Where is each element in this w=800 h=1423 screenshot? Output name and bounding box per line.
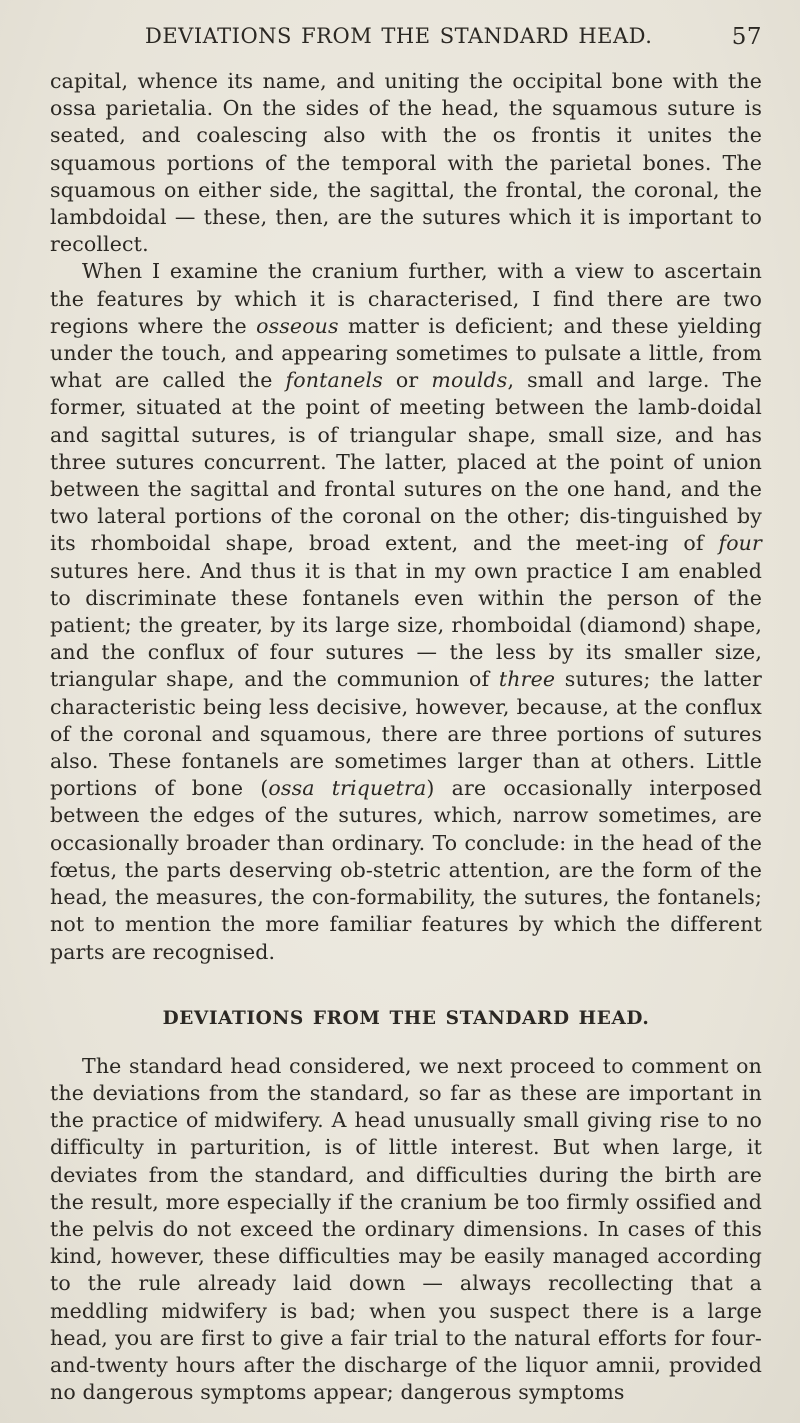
page-number: 57 <box>731 24 762 50</box>
italic-term: four <box>718 531 762 556</box>
text-run: sutures; the latter characteristic being less decisive, however, because, at the conflux of the coronal and squamous, there are three portions of sutures also. These fontanels are sometimes larger than at others. Little portions of bone ( <box>50 667 762 801</box>
text-run: ) are occasionally interposed between the edges of the sutures, which, narrow sometimes, are occasionally broader than ordinary. To conclude: in the head of the fœtus, the parts deserving ob-stetric attention, are the form of the head, the measures, the con-formability, the sutures, the fontanels; not to mention the more familiar features by which the different parts are recognised. <box>50 776 762 964</box>
text-run: When I examine the cranium further, with a view to ascertain the features by which it is characterised, I find there are two regions where the <box>50 259 762 338</box>
section-heading: DEVIATIONS FROM THE STANDARD HEAD. <box>162 1007 650 1029</box>
running-head <box>50 24 762 68</box>
paragraph-continued: capital, whence its name, and uniting the occipital bone with the ossa parietalia. On the sides of the head, the squamous suture is seated, and coalescing also with the os frontis it unites the squamous portions of the temporal with the parietal bones. The squamous on either side, the sagittal, the frontal, the coronal, the lambdoidal — these, then, are the sutures which it is important to recollect. <box>50 69 762 257</box>
italic-term: moulds <box>431 368 508 393</box>
italic-term: fontanels <box>285 368 383 393</box>
paragraph-deviations: The standard head considered, we next proceed to comment on the deviations from the standard, so far as these are important in the practice of midwifery. A head unusually small giving rise to no difficulty in parturition, is of little interest. But when large, it deviates from the standard, and difficulties during the birth are the result, more especially if the cranium be too firmly ossified and the pelvis do not exceed the ordinary dimensions. In cases of this kind, however, these difficulties may be easily managed according to the rule already laid down — always recollecting that a meddling midwifery is bad; when you suspect there is a large head, you are first to give a fair trial to the natural efforts for four-and-twenty hours after the discharge of the liquor amnii, provided no dangerous symptoms appear; dangerous symptoms <box>50 1053 762 1405</box>
italic-term: ossa triquetra <box>268 776 427 801</box>
italic-term: three <box>498 667 556 692</box>
text-run: matter is deficient; and these yielding under the touch, and appearing sometimes to pulsate a little, from what are called the <box>50 313 763 393</box>
text-run: or <box>382 368 432 393</box>
paragraph-fontanels <box>50 258 762 965</box>
italic-term: osseous <box>256 313 339 338</box>
text-run: sutures here. And thus it is that in my own practice I am enabled to discriminate these fontanels even within the person of the patient; the greater, by its large size, rhomboidal (diamond) shape, and the conflux of four sutures — the less by its smaller size, triangular shape, and the communion of <box>50 558 762 692</box>
text-run: , small and large. The former, situated at the point of meeting between the lamb-doidal and sagittal sutures, is of triangular shape, small size, and has three sutures concurrent. The latter, placed at the point of union between the sagittal and frontal sutures on the one hand, and the two lateral portions of the coronal on the other; dis-tinguished by its rhomboidal shape, broad extent, and the meet-ing of <box>50 368 762 556</box>
running-title: DEVIATIONS FROM THE STANDARD HEAD. <box>145 24 653 48</box>
